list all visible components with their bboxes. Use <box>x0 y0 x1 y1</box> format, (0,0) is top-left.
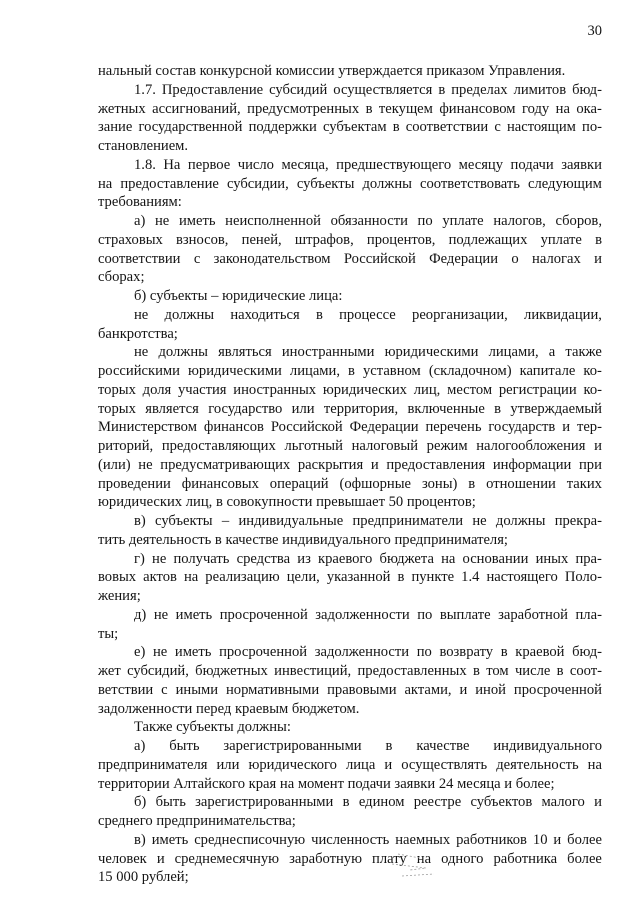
document-body <box>98 62 602 887</box>
text-line: риторий, предоставляющих льготный налоговый режим налогообложения и <box>98 438 602 454</box>
text-line: нальный состав конкурсной комиссии утверждается приказом Управления. <box>98 63 566 79</box>
text-line: человек и среднемесячную заработную плату на одного работника более <box>98 850 602 867</box>
text-line: среднего предпринимательства; <box>98 813 296 829</box>
text-line: юридических лиц, в совокупности превышает 50 процентов; <box>98 494 476 511</box>
text-line: территории Алтайского края на момент подачи заявки 24 месяца и более; <box>98 775 555 792</box>
text-line: не должны являться иностранными юридическими лицами, а также <box>134 344 602 361</box>
page-number: 30 <box>587 23 602 39</box>
text-line: зание государственной поддержки субъектам в соответствии с настоящим по- <box>98 119 602 136</box>
text-line: а) не иметь неисполненной обязанности по уплате налогов, сборов, <box>134 213 602 229</box>
text-line: вовых актов на реализацию цели, указанной в пункте 1.4 настоящего Поло- <box>98 569 602 586</box>
text-line: торых доля участия иностранных юридических лиц, местом регистрации ко- <box>98 381 602 398</box>
text-line: б) субъекты – юридические лица: <box>134 288 343 304</box>
text-line: страховых взносов, пеней, штрафов, процентов, подлежащих уплате в <box>98 231 602 248</box>
text-line: д) не иметь просроченной задолженности по выплате заработной пла- <box>134 606 602 623</box>
text-line: г) не получать средства из краевого бюджета на основании иных пра- <box>134 550 602 567</box>
text-line: проведении финансовых операций (офшорные зоны) в отношении таких <box>98 475 602 492</box>
pen-mark-scribble <box>380 848 450 888</box>
text-line: российскими юридическими лицами, в уставном (складочном) капитале ко- <box>98 363 602 379</box>
text-line: ветствии с иными нормативными правовыми актами, и иной просроченной <box>98 681 602 698</box>
text-line: а) быть зарегистрированными в качестве индивидуального <box>134 738 602 754</box>
text-line: торых является государство или территория, включенные в утверждаемый <box>98 400 602 417</box>
text-line: сборах; <box>98 269 145 286</box>
text-line: в) субъекты – индивидуальные предприниматели не должны прекра- <box>134 513 602 529</box>
text-line: Министерством финансов Российской Федерации перечень государств и тер- <box>98 419 602 436</box>
text-line: в) иметь среднесписочную численность наемных работников 10 и более <box>134 831 602 848</box>
text-line: 1.8. На первое число месяца, предшествующего месяцу подачи заявки <box>134 156 602 173</box>
text-line: соответствии с законодательством Российской Федерации о налогах и <box>98 250 602 267</box>
text-line: становлением. <box>98 138 189 154</box>
text-line: задолженности перед краевым бюджетом. <box>98 700 360 717</box>
text-line: тить деятельность в качестве индивидуального предпринимателя; <box>98 531 508 548</box>
text-line: предпринимателя или юридического лица и осуществлять деятельность на <box>98 756 602 773</box>
text-line: Также субъекты должны: <box>134 719 291 736</box>
text-line: жет субсидий, бюджетных инвестиций, предоставленных в том числе в соот- <box>98 663 602 679</box>
text-line: ты; <box>98 625 119 642</box>
text-line: (или) не предусматривающих раскрытия и предоставления информации при <box>98 456 602 473</box>
text-line: жения; <box>98 588 141 604</box>
text-line: не должны находиться в процессе реорганизации, ликвидации, <box>134 306 602 323</box>
text-line: 15 000 рублей; <box>98 869 189 886</box>
text-line: е) не иметь просроченной задолженности по возврату в краевой бюд- <box>134 644 602 661</box>
text-line: на предоставление субсидии, субъекты должны соответствовать следующим <box>98 175 602 192</box>
text-line: требованиям: <box>98 194 182 211</box>
text-line: жетных ассигнований, предусмотренных в текущем финансовом году на ока- <box>98 100 602 117</box>
text-line: банкротства; <box>98 325 178 342</box>
text-line: б) быть зарегистрированными в едином реестре субъектов малого и <box>134 794 602 811</box>
text-line: 1.7. Предоставление субсидий осуществляется в пределах лимитов бюд- <box>134 81 602 98</box>
